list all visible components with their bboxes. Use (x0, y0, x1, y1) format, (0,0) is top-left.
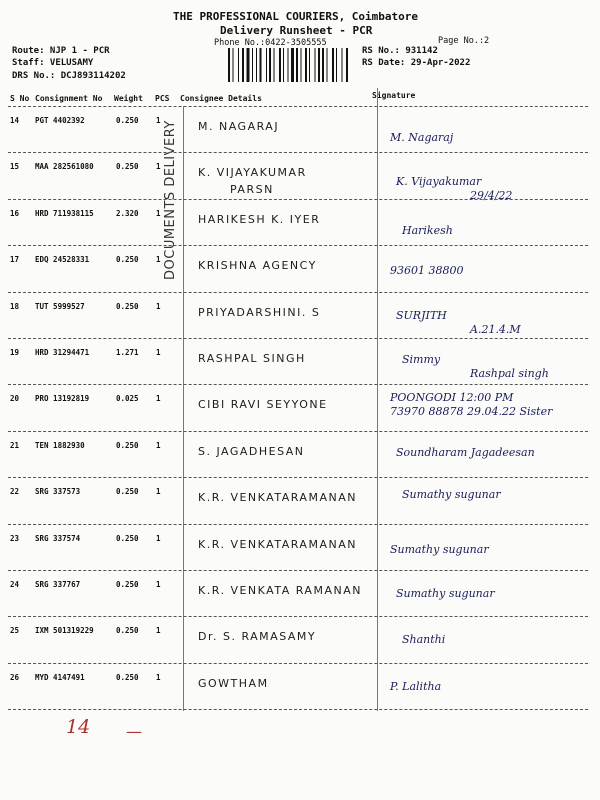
row-consignment-no: HRD 31294471 (35, 348, 90, 357)
row-pcs: 1 (156, 301, 161, 311)
row-signature: K. Vijayakumar (396, 175, 482, 189)
row-pcs: 1 (156, 162, 161, 172)
row-weight: 0.250 (116, 580, 139, 589)
row-consignee-name: KRISHNA AGENCY (198, 259, 317, 273)
rs-date: RS Date: 29-Apr-2022 (362, 58, 471, 68)
row-divider (8, 431, 588, 432)
row-sno: 15 (10, 162, 20, 172)
row-weight: 0.250 (116, 672, 139, 682)
row-divider (8, 709, 588, 710)
row-pcs: 1 (156, 440, 161, 450)
row-divider (8, 477, 588, 478)
row-consignment-no: SRG 337573 (35, 487, 81, 497)
row-sno: 26 (10, 672, 20, 682)
col-consignment: Consignment No (35, 94, 103, 103)
row-sno: 24 (10, 580, 20, 589)
row-divider (8, 663, 588, 664)
row-pcs: 1 (156, 626, 161, 636)
row-weight: 0.250 (116, 301, 139, 311)
row-divider (8, 384, 588, 385)
row-pcs: 1 (156, 487, 161, 497)
row-consignee-name: RASHPAL SINGH (198, 352, 306, 365)
row-sno: 21 (10, 440, 20, 450)
row-signature: P. Lalitha (390, 679, 442, 693)
row-sno: 20 (10, 394, 20, 404)
row-signature: Simmy (402, 353, 441, 366)
row-consignee-name: K.R. VENKATA RAMANAN (198, 584, 362, 597)
row-signature: Harikesh (402, 223, 453, 237)
col-pcs: PCS (155, 94, 170, 103)
row-signature: Sumathy sugunar (402, 488, 501, 502)
row-weight: 0.250 (116, 487, 139, 497)
row-consignee-name: K.R. VENKATARAMANAN (198, 537, 357, 551)
row-sno: 14 (10, 116, 20, 125)
row-divider (8, 338, 588, 339)
row-consignee-name: HARIKESH K. IYER (198, 212, 321, 226)
row-weight: 0.250 (116, 533, 139, 543)
row-consignment-no: SRG 337767 (35, 580, 81, 589)
row-signature-note: 29/4/22 (470, 189, 513, 203)
row-consignee-name: Dr. S. RAMASAMY (198, 630, 317, 644)
row-consignment-no: PGT 4402392 (35, 116, 85, 125)
row-weight: 0.250 (116, 626, 139, 636)
row-signature: Sumathy sugunar (390, 542, 489, 556)
row-signature: Soundharam Jagadeesan (396, 445, 535, 459)
row-divider (8, 245, 588, 246)
row-divider (8, 199, 588, 200)
row-weight: 0.250 (116, 440, 139, 450)
documents-delivery-stamp: DOCUMENTS DELIVERY (163, 120, 178, 280)
row-signature: 93601 38800 (390, 264, 464, 278)
row-divider (8, 524, 588, 525)
row-weight: 0.025 (116, 394, 139, 404)
row-consignee-name: CIBI RAVI SEYYONE (198, 398, 328, 412)
col-consignee: Consignee Details (180, 94, 262, 103)
row-sno: 19 (10, 348, 20, 357)
row-signature-note: Rashpal singh (470, 367, 549, 380)
row-consignment-no: IXM 501319229 (35, 626, 94, 636)
row-divider (8, 152, 588, 153)
row-consignment-no: HRD 711938115 (35, 208, 94, 218)
row-weight: 1.271 (116, 348, 139, 357)
row-signature: Sumathy sugunar (396, 587, 495, 600)
document-title: Delivery Runsheet - PCR (220, 24, 373, 37)
row-signature-note: A.21.4.M (470, 322, 521, 336)
row-sno: 16 (10, 208, 20, 218)
row-consignment-no: MYD 4147491 (35, 672, 85, 682)
signature-column-line (377, 88, 378, 711)
row-consignment-no: PRO 13192819 (35, 394, 90, 404)
row-consignee-extra: PARSN (230, 183, 274, 197)
row-weight: 2.320 (116, 208, 139, 218)
company-name: THE PROFESSIONAL COURIERS, Coimbatore (173, 10, 419, 23)
row-consignment-no: TEN 1882930 (35, 440, 85, 450)
row-consignee-name: K.R. VENKATARAMANAN (198, 491, 357, 505)
row-consignment-no: MAA 282561080 (35, 162, 94, 172)
row-weight: 0.250 (116, 162, 139, 172)
staff: Staff: VELUSAMY (12, 58, 94, 68)
row-sno: 23 (10, 533, 20, 543)
row-pcs: 1 (156, 394, 161, 404)
footer-dash: — (126, 722, 142, 741)
row-weight: 0.250 (116, 116, 139, 125)
rs-number: RS No.: 931142 (362, 46, 438, 56)
row-sno: 25 (10, 626, 20, 636)
row-signature: POONGODI 12:00 PM (390, 391, 514, 405)
header-divider (8, 106, 588, 107)
page-number: Page No.:2 (438, 36, 490, 46)
col-weight: Weight (114, 94, 143, 103)
row-pcs: 1 (156, 672, 161, 682)
row-consignee-name: GOWTHAM (198, 676, 269, 690)
row-signature: M. Nagaraj (390, 131, 454, 144)
row-consignee-name: PRIYADARSHINI. S (198, 305, 321, 319)
consignee-column-line (183, 106, 184, 711)
row-pcs: 1 (156, 255, 161, 265)
row-consignee-name: K. VIJAYAKUMAR (198, 166, 307, 180)
row-pcs: 1 (156, 580, 161, 589)
row-sno: 22 (10, 487, 20, 497)
row-consignee-name: S. JAGADHESAN (198, 444, 305, 458)
row-consignment-no: EDQ 24528331 (35, 255, 90, 265)
row-consignee-name: M. NAGARAJ (198, 120, 280, 133)
row-weight: 0.250 (116, 255, 139, 265)
row-signature: SURJITH (396, 308, 447, 322)
row-pcs: 1 (156, 208, 161, 218)
phone-number: Phone No.:0422-3505555 (214, 38, 327, 48)
row-pcs: 1 (156, 116, 161, 125)
row-signature: Shanthi (402, 633, 446, 647)
row-pcs: 1 (156, 348, 161, 357)
row-divider (8, 292, 588, 293)
row-sno: 18 (10, 301, 20, 311)
total-count: 14 (66, 716, 91, 738)
col-sno: S No (10, 94, 30, 103)
row-sno: 17 (10, 255, 20, 265)
barcode (228, 48, 350, 82)
route: Route: NJP 1 - PCR (12, 46, 110, 56)
row-pcs: 1 (156, 533, 161, 543)
row-divider (8, 570, 588, 571)
row-divider (8, 616, 588, 617)
row-consignment-no: TUT 5999527 (35, 301, 85, 311)
row-consignment-no: SRG 337574 (35, 533, 81, 543)
col-signature: Signature (372, 91, 416, 100)
row-signature-note: 73970 88878 29.04.22 Sister (390, 405, 553, 419)
drs-number: DRS No.: DCJ893114202 (12, 71, 126, 81)
